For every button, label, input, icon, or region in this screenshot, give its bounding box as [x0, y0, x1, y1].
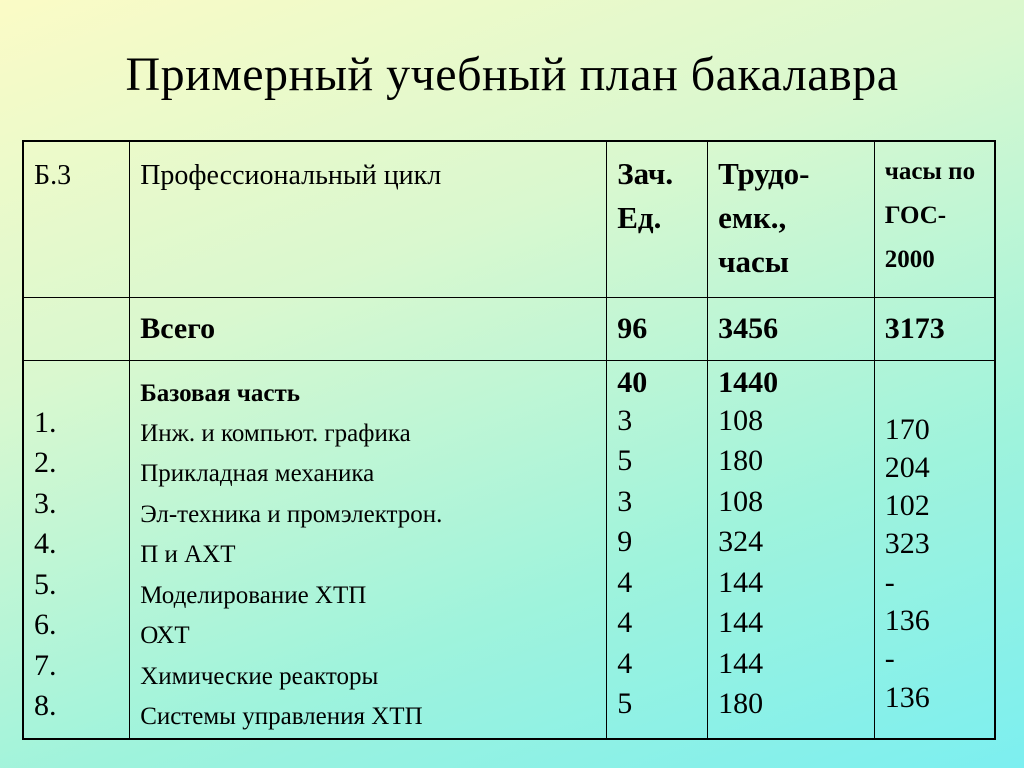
subject-gos-hours: -: [884, 642, 895, 676]
subject-hours: 144: [718, 646, 764, 680]
subject-name: Эл-техника и промэлектрон.: [140, 500, 443, 528]
subjects-cell: [130, 360, 607, 739]
row-numbers-cell: [23, 360, 130, 739]
hours-cell: [708, 360, 875, 739]
total-row: [23, 297, 995, 360]
subject-credits: 4: [617, 565, 633, 599]
total-code-cell: [23, 297, 130, 360]
subject-gos-hours: 102: [884, 489, 930, 523]
subject-credits: 4: [617, 606, 633, 639]
subject-credits: 5: [617, 444, 633, 477]
subject-name: Химические реакторы: [140, 662, 379, 690]
subject-gos-hours: 204: [884, 450, 930, 484]
total-gos: 3173: [874, 297, 995, 360]
subject-credits: 5: [617, 687, 633, 720]
header-name-cell: [130, 141, 607, 297]
header-gos-line: 2000: [884, 246, 935, 273]
total-label: Всего: [130, 297, 607, 360]
header-credits-line: Ед.: [617, 200, 662, 235]
subject-name: Системы управления ХТП: [140, 703, 423, 730]
subject-gos-hours: 136: [884, 603, 930, 637]
subject-gos-hours: 136: [884, 680, 930, 714]
base-part-row: [23, 360, 995, 739]
subject-gos-hours: 170: [884, 412, 930, 446]
row-number: 4.: [34, 527, 57, 560]
subject-hours: 108: [718, 403, 764, 437]
subject-name: Инж. и компьют. графика: [140, 419, 411, 447]
gos-hours-cell: [874, 360, 995, 739]
subject-hours: 144: [718, 565, 764, 599]
header-hours-line: часы: [718, 244, 790, 279]
subject-name: П и АХТ: [140, 541, 236, 568]
subject-credits: 9: [617, 525, 633, 558]
row-number: 3.: [34, 486, 57, 520]
header-gos-cell: [874, 141, 995, 297]
row-number: 5.: [34, 567, 57, 601]
credits-cell: [607, 360, 708, 739]
subject-hours: 108: [718, 484, 764, 518]
table-header-row: [23, 141, 995, 297]
total-hours: 3456: [708, 297, 875, 360]
subject-name: Моделирование ХТП: [140, 581, 367, 609]
subject-hours: 324: [718, 525, 764, 558]
header-hours-line: емк.,: [718, 200, 787, 235]
subject-name: Прикладная механика: [140, 460, 375, 487]
header-hours-cell: [708, 141, 875, 297]
subject-hours: 180: [718, 444, 764, 477]
slide-title: Примерный учебный план бакалавра: [125, 48, 899, 101]
header-hours-line: Трудо-: [718, 156, 810, 191]
subject-gos-hours: 323: [884, 527, 930, 561]
row-number: 6.: [34, 608, 57, 641]
header-cycle-name: Профессиональный цикл: [140, 160, 442, 191]
row-number: 2.: [34, 446, 57, 479]
subject-credits: 4: [617, 646, 633, 680]
base-part-title: Базовая часть: [140, 379, 300, 407]
header-gos-line: часы по: [884, 158, 976, 185]
header-gos-line: ГОС-: [884, 202, 947, 229]
base-credits-total: 40: [617, 365, 648, 399]
base-hours-total: 1440: [718, 365, 779, 399]
subject-credits: 3: [617, 484, 633, 518]
curriculum-table: [22, 140, 996, 740]
header-credits-cell: [607, 141, 708, 297]
row-number: 1.: [34, 405, 57, 439]
row-number: 8.: [34, 689, 57, 722]
subject-hours: 180: [718, 687, 764, 720]
header-credits-line: Зач.: [617, 156, 674, 191]
subject-gos-hours: -: [884, 565, 895, 599]
header-code: Б.3: [34, 160, 72, 191]
subject-credits: 3: [617, 403, 633, 437]
subject-hours: 144: [718, 606, 764, 639]
subject-name: ОХТ: [140, 622, 190, 649]
header-code-cell: [23, 141, 130, 297]
total-credits: 96: [607, 297, 708, 360]
row-number: 7.: [34, 648, 57, 682]
